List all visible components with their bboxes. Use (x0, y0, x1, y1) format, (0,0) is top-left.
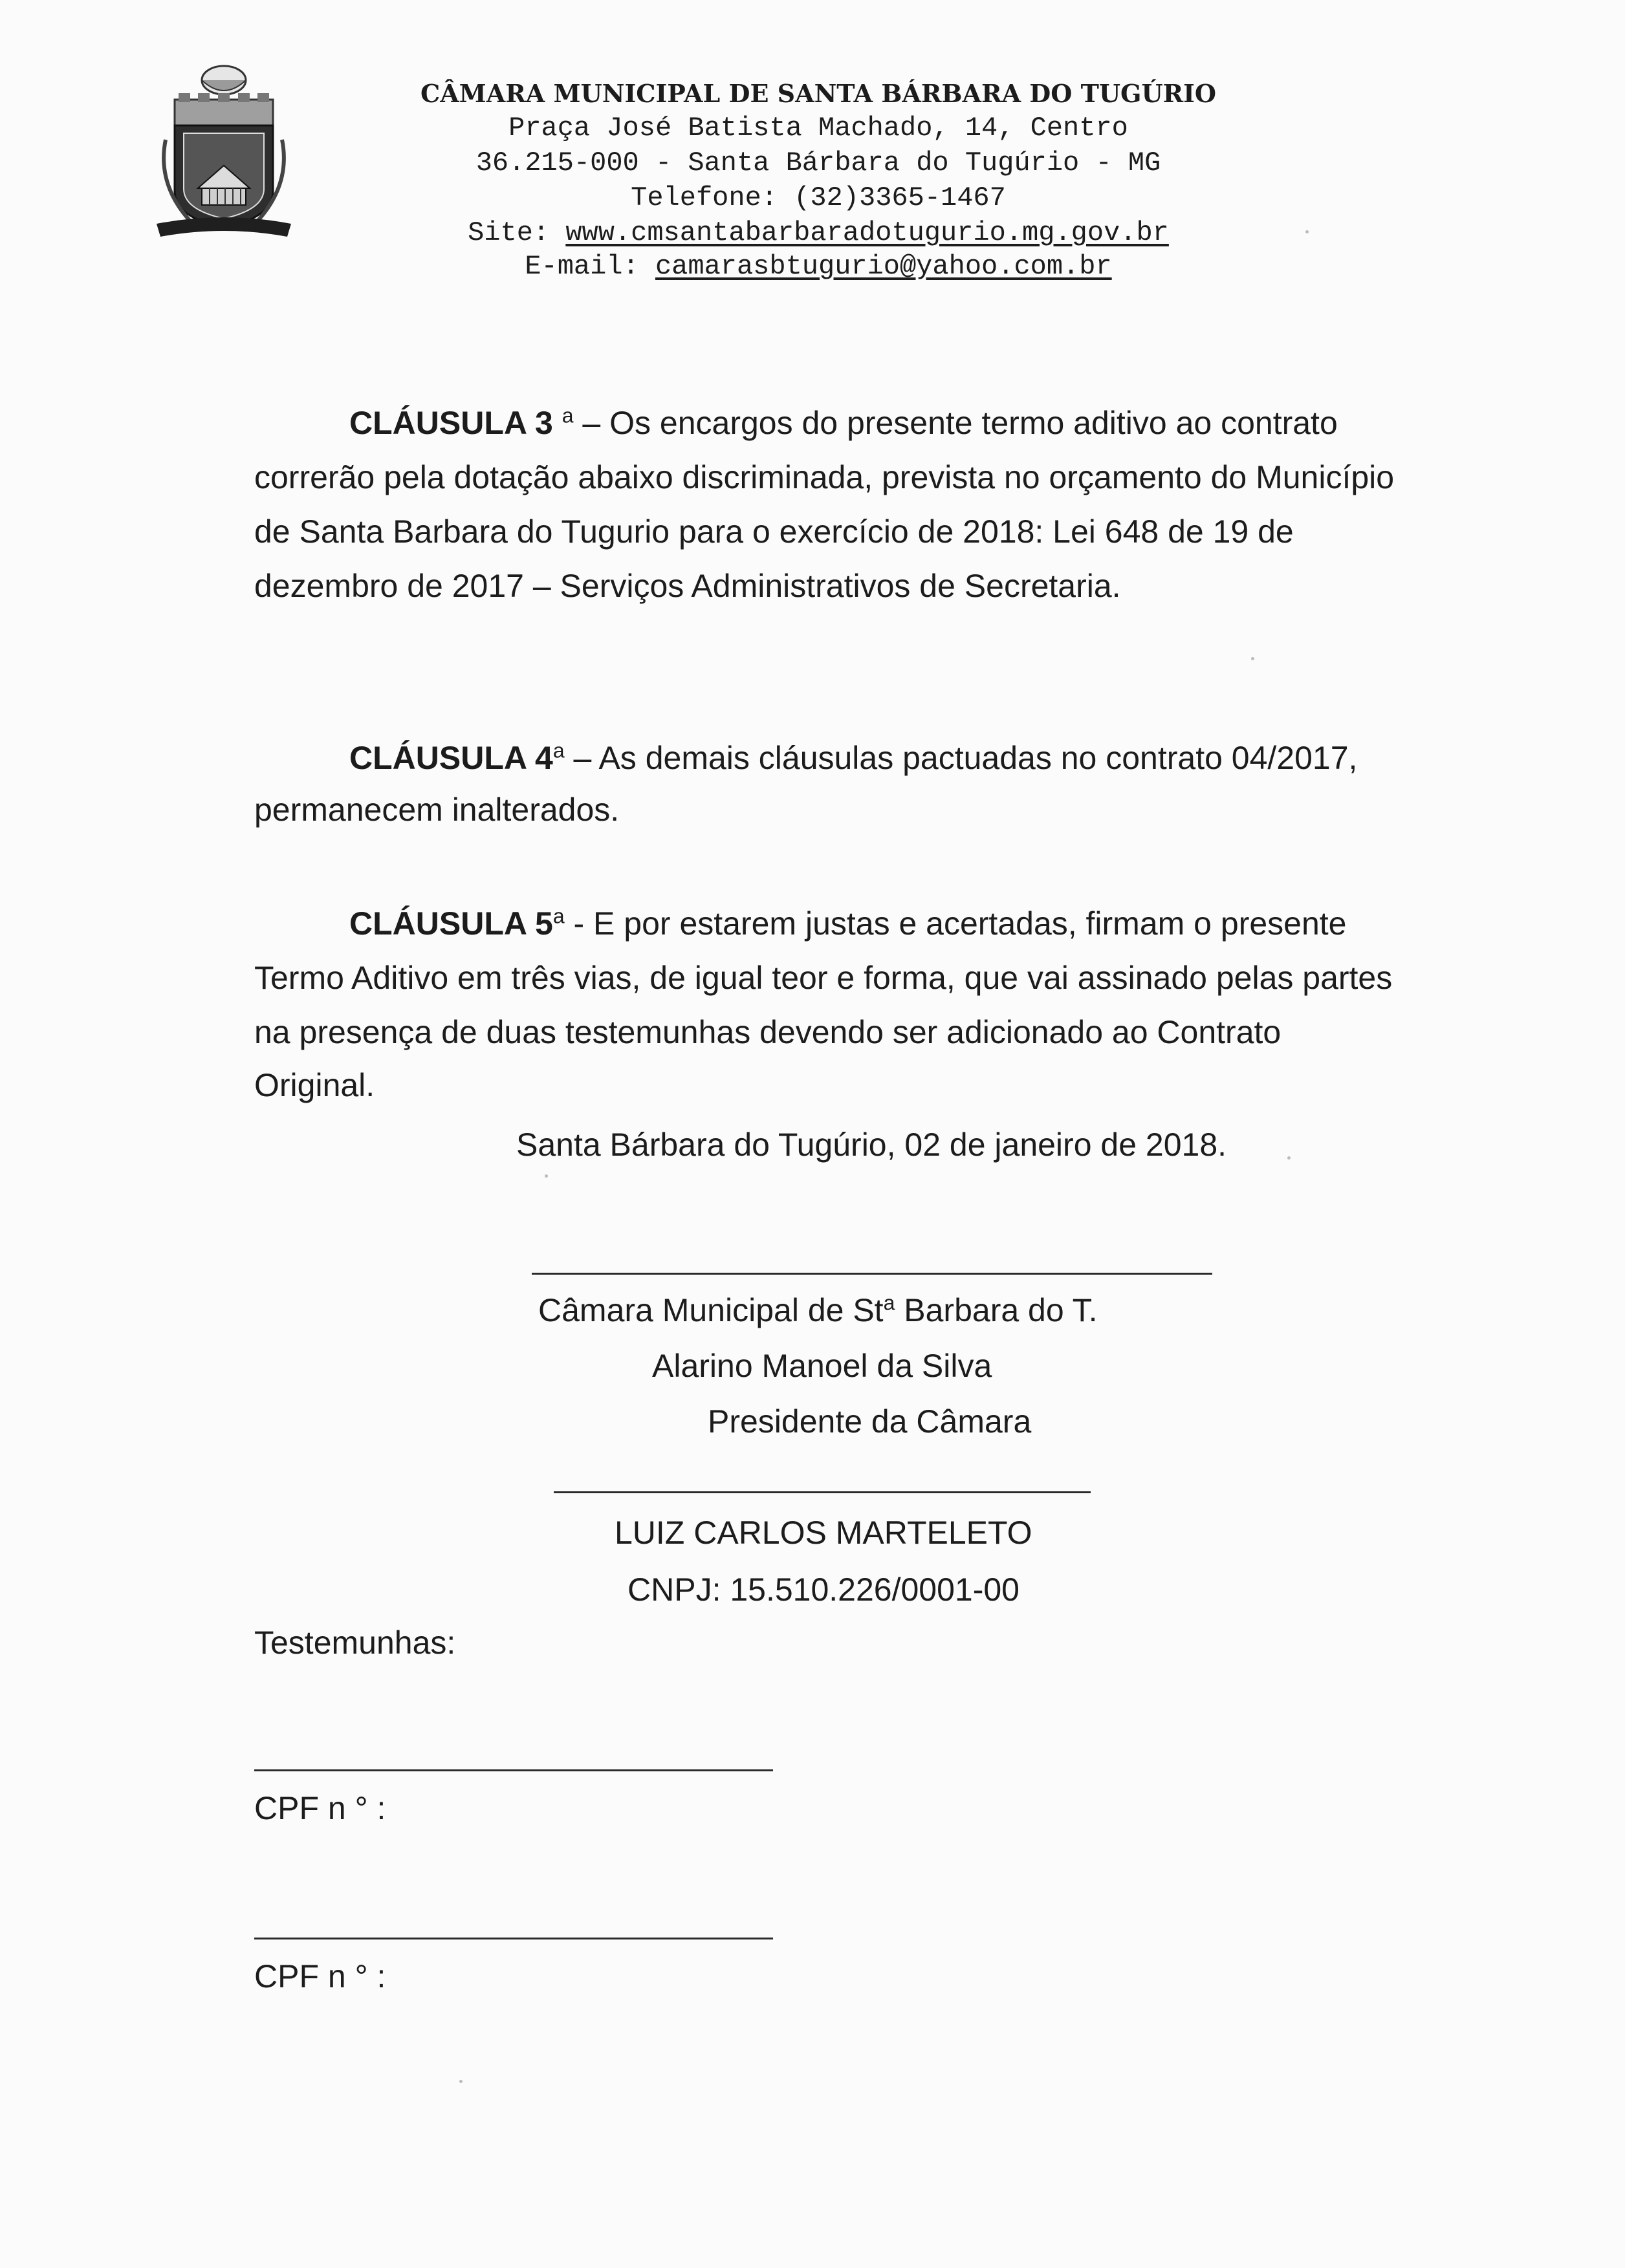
signer1-org-sup: a (883, 1291, 895, 1315)
witness1-cpf: CPF n ° : (254, 1790, 386, 1826)
clause4-text-1: – As demais cláusulas pactuadas no contrato 04/2017, (564, 740, 1358, 776)
address-line-1: Praça José Batista Machado, 14, Centro (508, 113, 1128, 144)
phone-line: Telefone: (32)3365-1467 (631, 182, 1006, 213)
signer1-org-suffix: Barbara do T. (895, 1292, 1098, 1328)
clause3-line-2: correrão pela dotação abaixo discriminada, prevista no orçamento do Município (254, 459, 1395, 495)
address-line-2: 36.215-000 - Santa Bárbara do Tugúrio - MG (475, 147, 1161, 178)
clause5-line-4: Original. (254, 1067, 375, 1103)
signer1-name: Alarino Manoel da Silva (652, 1348, 992, 1384)
email-line (414, 250, 1223, 283)
clause5-heading: CLÁUSULA 5 (349, 905, 553, 942)
coat-of-arms-logo (153, 62, 295, 243)
clause4-ordinal: a (552, 739, 565, 762)
clause5-line-3: na presença de duas testemunhas devendo ser adicionado ao Contrato (254, 1014, 1281, 1050)
institution-title: CÂMARA MUNICIPAL DE SANTA BÁRBARA DO TUGÚRIO (420, 79, 1217, 108)
clause5-ordinal: a (552, 904, 565, 928)
site-label: Site: (468, 217, 566, 248)
witness-signature-line-2 (254, 1938, 773, 1939)
clause5-line-2: Termo Aditivo em três vias, de igual teor e forma, que vai assinado pelas partes (254, 960, 1393, 996)
clause3-text-1: – Os encargos do presente termo aditivo ao contrato (573, 405, 1338, 441)
site-link[interactable]: www.cmsantabarbaradotugurio.mg.gov.br (565, 217, 1169, 248)
clause3-line-1 (349, 396, 1488, 450)
scan-speck (1287, 1156, 1291, 1160)
witnesses-label: Testemunhas: (254, 1625, 456, 1661)
signer2-name: LUIZ CARLOS MARTELETO (615, 1515, 1032, 1551)
signer2-cnpj: CNPJ: 15.510.226/0001-00 (627, 1571, 1020, 1608)
scan-speck (1305, 230, 1309, 233)
email-label: E-mail: (525, 251, 655, 282)
email-link[interactable]: camarasbtugurio@yahoo.com.br (655, 251, 1112, 282)
clause3-heading: CLÁUSULA 3 (349, 405, 553, 441)
scan-speck (459, 2080, 463, 2083)
clause3-line-3: de Santa Barbara do Tugurio para o exercício de 2018: Lei 648 de 19 de (254, 513, 1294, 550)
signature-line-1 (532, 1273, 1212, 1275)
signer1-organization (538, 1291, 1098, 1330)
clause5-line-1 (349, 896, 1488, 951)
signer1-org-prefix: Câmara Municipal de St (538, 1292, 884, 1328)
clause4-heading: CLÁUSULA 4 (349, 740, 553, 776)
clause4-line-2: permanecem inalterados. (254, 792, 620, 828)
clause4-line-1 (349, 731, 1488, 785)
witness-signature-line-1 (254, 1769, 773, 1771)
clause3-line-4: dezembro de 2017 – Serviços Administrativos de Secretaria. (254, 568, 1121, 604)
date-line: Santa Bárbara do Tugúrio, 02 de janeiro de 2018. (516, 1127, 1227, 1163)
signer1-role: Presidente da Câmara (708, 1403, 1032, 1440)
scan-speck (545, 1174, 548, 1178)
clause5-text-1: - E por estarem justas e acertadas, firmam o presente (564, 905, 1347, 942)
scan-speck (1251, 657, 1254, 660)
site-line (414, 216, 1223, 250)
witness2-cpf: CPF n ° : (254, 1958, 386, 1994)
clause3-ordinal: a (562, 404, 574, 427)
signature-line-2 (554, 1491, 1091, 1493)
